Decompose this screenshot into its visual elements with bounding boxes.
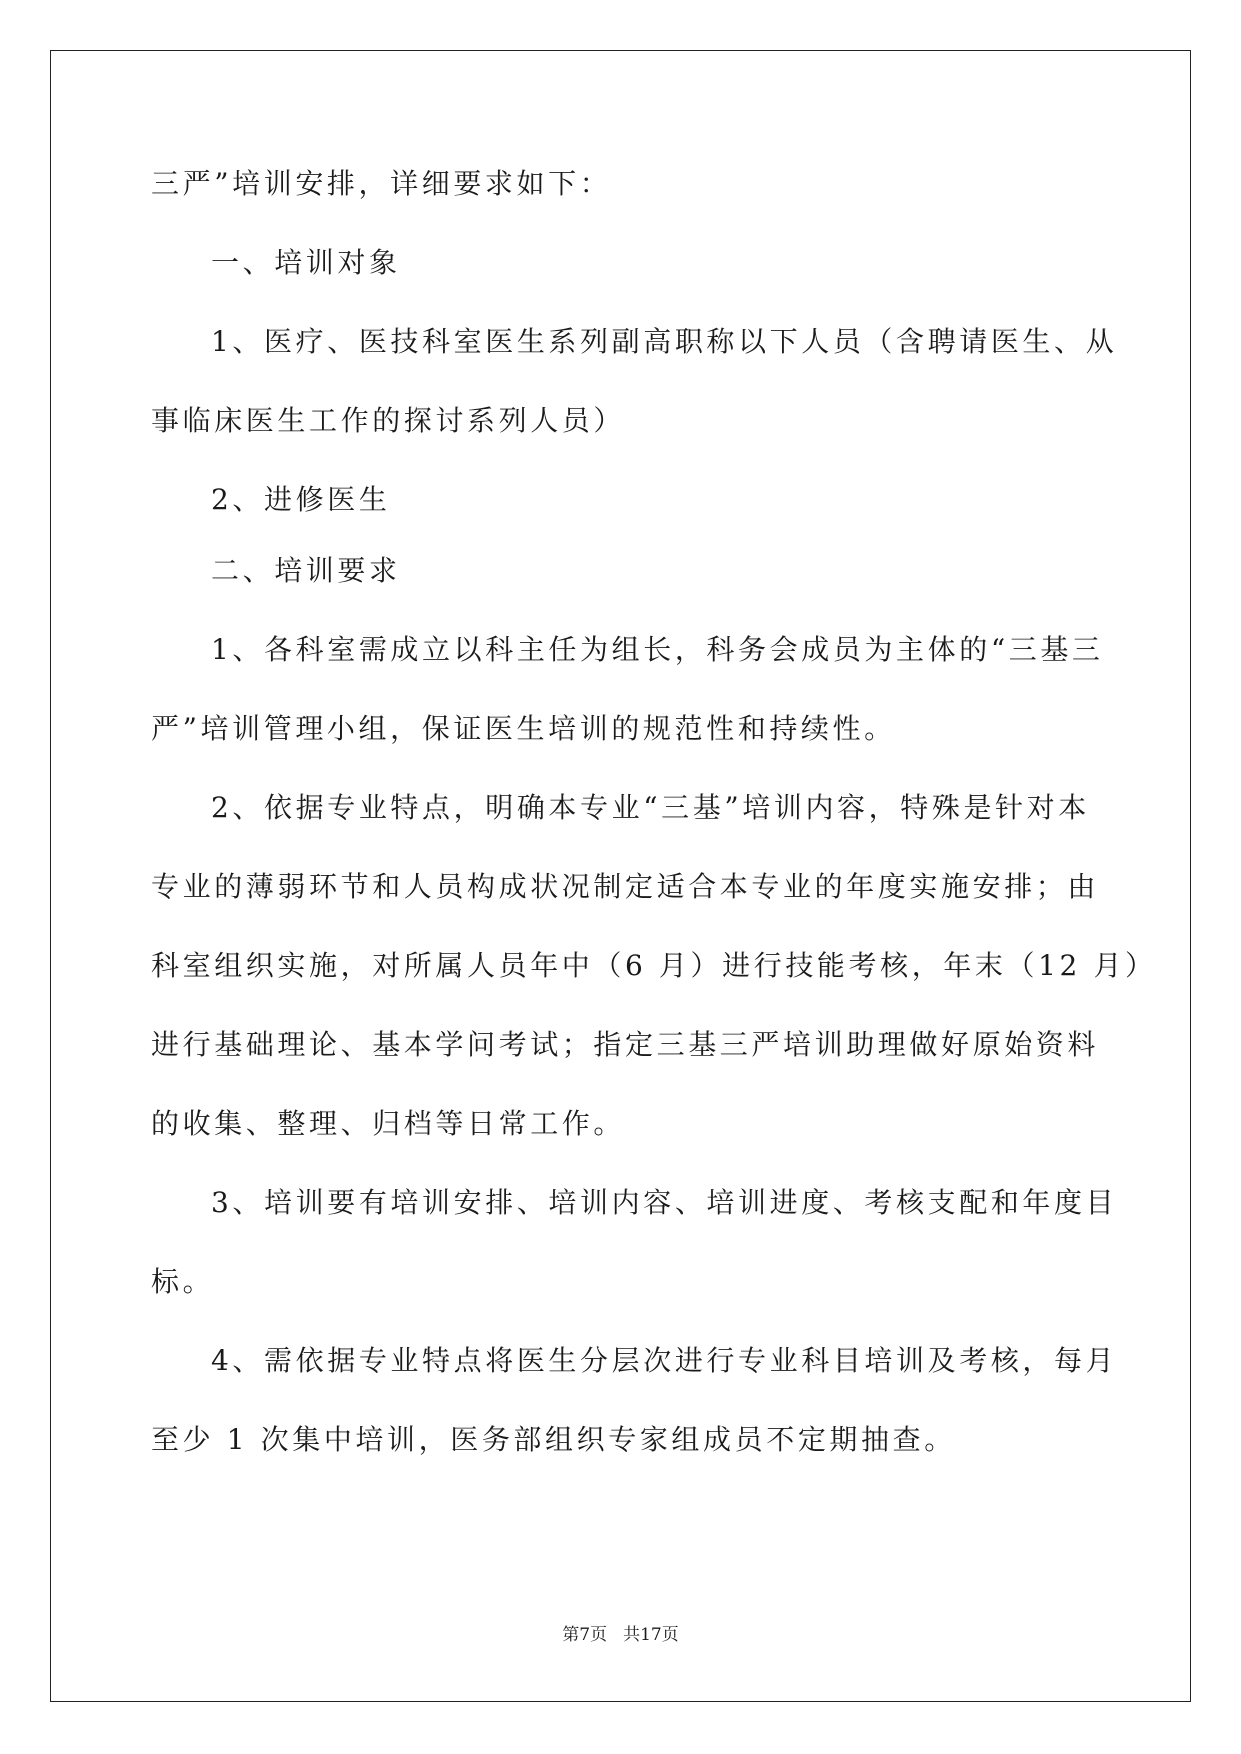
body-line: 2、依据专业特点，明确本专业“三基”培训内容，特殊是针对本 — [211, 791, 1090, 824]
total-page-count: 共17页 — [623, 1625, 679, 1645]
body-line: 事临床医生工作的探讨系列人员） — [151, 404, 626, 437]
page-footer — [0, 1620, 1241, 1645]
body-line: 1、各科室需成立以科主任为组长，科务会成员为主体的“三基三 — [211, 633, 1104, 666]
body-line: 1、医疗、医技科室医生系列副高职称以下人员（含聘请医生、从 — [211, 325, 1118, 358]
body-line: 2、进修医生 — [211, 483, 391, 516]
body-line: 标。 — [151, 1265, 215, 1298]
section-heading: 二、培训要求 — [211, 554, 401, 587]
body-line: 三严”培训安排，详细要求如下： — [151, 167, 612, 200]
body-line: 科室组织实施，对所属人员年中（6 月）进行技能考核，年末（12 月） — [151, 949, 1157, 982]
section-heading: 一、培训对象 — [211, 246, 401, 279]
body-line: 的收集、整理、归档等日常工作。 — [151, 1107, 626, 1140]
body-line: 严”培训管理小组，保证医生培训的规范性和持续性。 — [151, 712, 896, 745]
body-line: 进行基础理论、基本学问考试；指定三基三严培训助理做好原始资料 — [151, 1028, 1100, 1061]
body-line: 专业的薄弱环节和人员构成状况制定适合本专业的年度实施安排；由 — [151, 870, 1100, 903]
current-page-number: 第7页 — [562, 1625, 608, 1645]
body-line: 3、培训要有培训安排、培训内容、培训进度、考核支配和年度目 — [211, 1186, 1118, 1219]
body-line: 至少 1 次集中培训，医务部组织专家组成员不定期抽查。 — [151, 1423, 956, 1456]
body-line: 4、需依据专业特点将医生分层次进行专业科目培训及考核，每月 — [211, 1344, 1118, 1377]
